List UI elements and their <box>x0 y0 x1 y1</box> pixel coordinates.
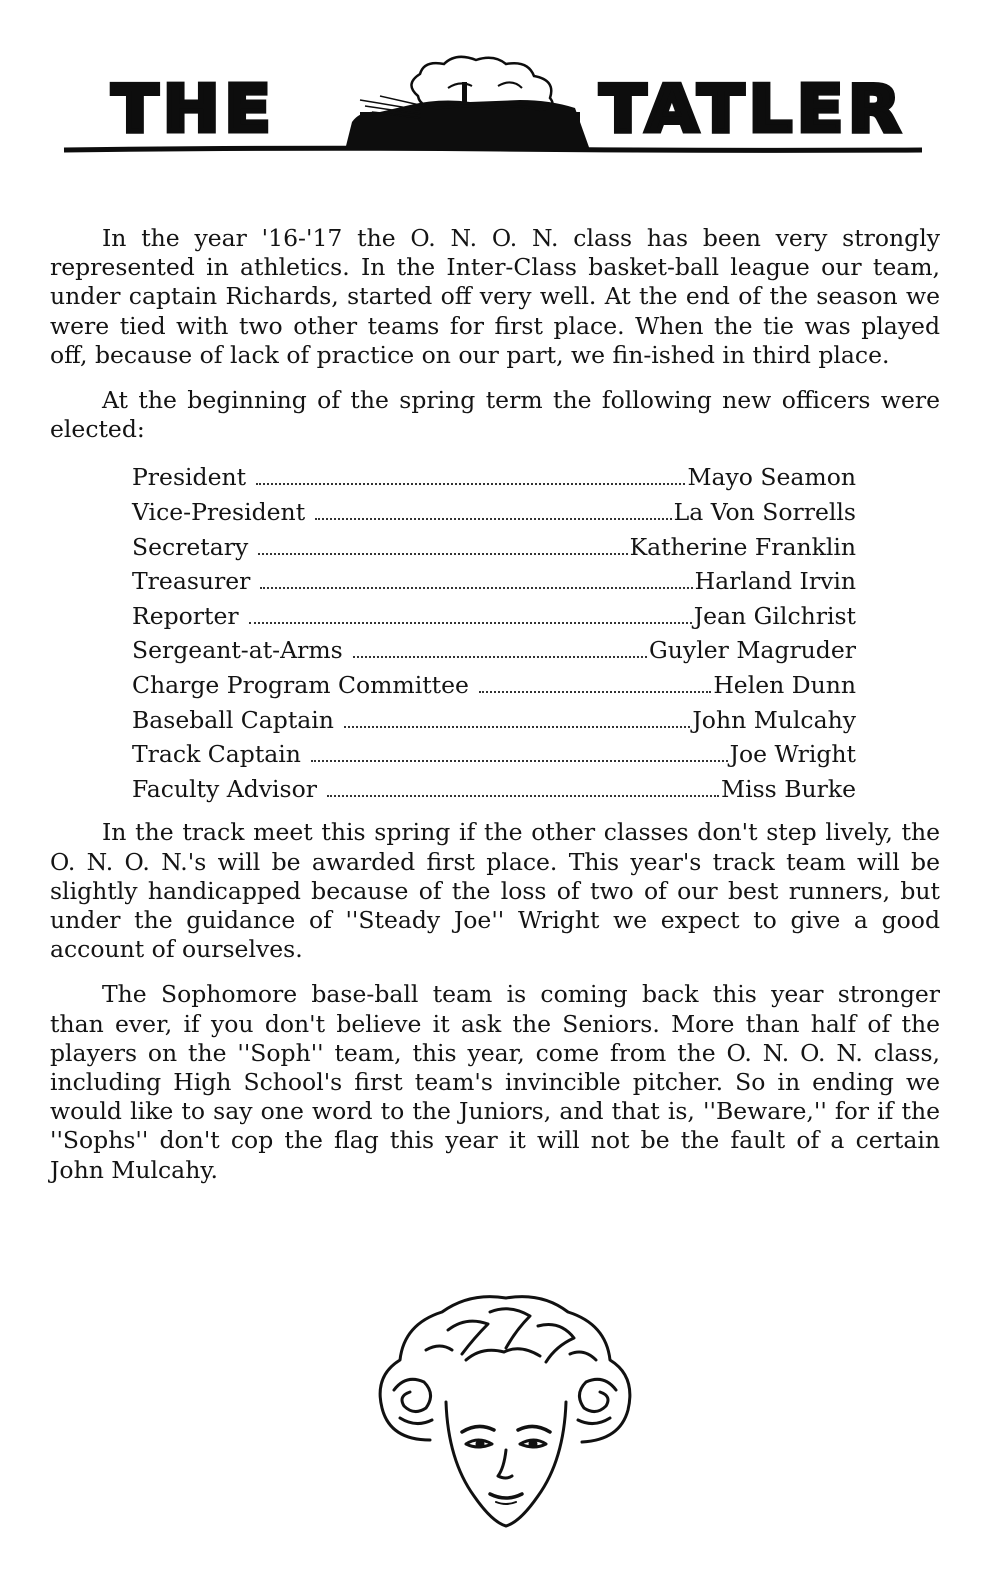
officer-name: Miss Burke <box>721 774 856 803</box>
officer-name: Harland Irvin <box>694 567 856 596</box>
officer-role: Track Captain <box>132 740 301 769</box>
officer-name: Jean Gilchrist <box>693 601 856 630</box>
officer-role: Secretary <box>132 532 249 561</box>
officer-name: La Von Sorrells <box>673 498 856 527</box>
officer-role: Treasurer <box>132 567 251 596</box>
officer-role: Sergeant-at-Arms <box>132 636 343 665</box>
dotted-leader <box>258 553 627 555</box>
article-body <box>50 224 940 1201</box>
officer-role: Faculty Advisor <box>132 774 317 803</box>
masthead-left-word: THE <box>112 73 276 147</box>
officer-name: John Mulcahy <box>692 705 856 734</box>
dotted-leader <box>353 656 647 658</box>
dotted-leader <box>344 726 690 728</box>
intro-paragraph: In the year '16-'17 the O. N. O. N. class has been very strongly represented in athletics. In the Inter-Class basket-ball league our team, under captain Richards, started off very well. At the end of the season we were tied with two other teams for first place. When the tie was played off, because of lack of practice on our part, we fin-ished in third place. <box>50 224 940 369</box>
officer-role: Vice-President <box>132 498 306 527</box>
officer-name: Mayo Seamon <box>687 463 856 492</box>
officer-row <box>132 737 856 772</box>
officer-role: President <box>132 463 247 492</box>
officer-row <box>132 772 856 807</box>
officer-role: Charge Program Committee <box>132 670 469 699</box>
officer-name: Joe Wright <box>729 740 856 769</box>
officer-role: Reporter <box>132 601 239 630</box>
officer-row <box>132 530 856 565</box>
dotted-leader <box>249 622 692 624</box>
officer-row <box>132 703 856 738</box>
masthead-right-word: TATLER <box>600 73 906 147</box>
officer-row <box>132 633 856 668</box>
girl-portrait-icon <box>370 1290 640 1540</box>
dotted-leader <box>311 760 728 762</box>
dotted-leader <box>315 518 671 520</box>
dotted-leader <box>327 795 719 797</box>
officer-name: Helen Dunn <box>713 670 856 699</box>
track-paragraph: In the track meet this spring if the other classes don't step lively, the O. N. O. N.'s will be awarded first place. This year's track team will be slightly handicapped because of the loss of two of our best runners, but under the guidance of ''Steady Joe'' Wright we expect to give a good account of ourselves. <box>50 818 940 964</box>
officer-row <box>132 668 856 703</box>
dotted-leader <box>256 483 685 485</box>
officer-role: Baseball Captain <box>132 705 334 734</box>
dotted-leader <box>479 691 711 693</box>
officer-name: Katherine Franklin <box>629 532 856 561</box>
officer-row <box>132 460 856 495</box>
officer-name: Guyler Magruder <box>649 636 856 665</box>
officer-row <box>132 495 856 530</box>
officer-row <box>132 564 856 599</box>
baseball-paragraph: The Sophomore base-ball team is coming back this year stronger than ever, if you don't believe it ask the Seniors. More than half of the players on the ''Soph'' team, this year, come from the O. N. O. N. class, including High School's first team's invincible pitcher. So in ending we would like to say one word to the Juniors, and that is, ''Beware,'' for if the ''Sophs'' don't cop the flag this year it will not be the fault of a certain John Mulcahy. <box>50 980 940 1184</box>
officer-row <box>132 599 856 634</box>
masthead <box>0 0 1000 200</box>
dotted-leader <box>260 587 692 589</box>
officers-list <box>132 460 856 806</box>
officers-intro-paragraph: At the beginning of the spring term the following new officers were elected: <box>50 386 940 444</box>
